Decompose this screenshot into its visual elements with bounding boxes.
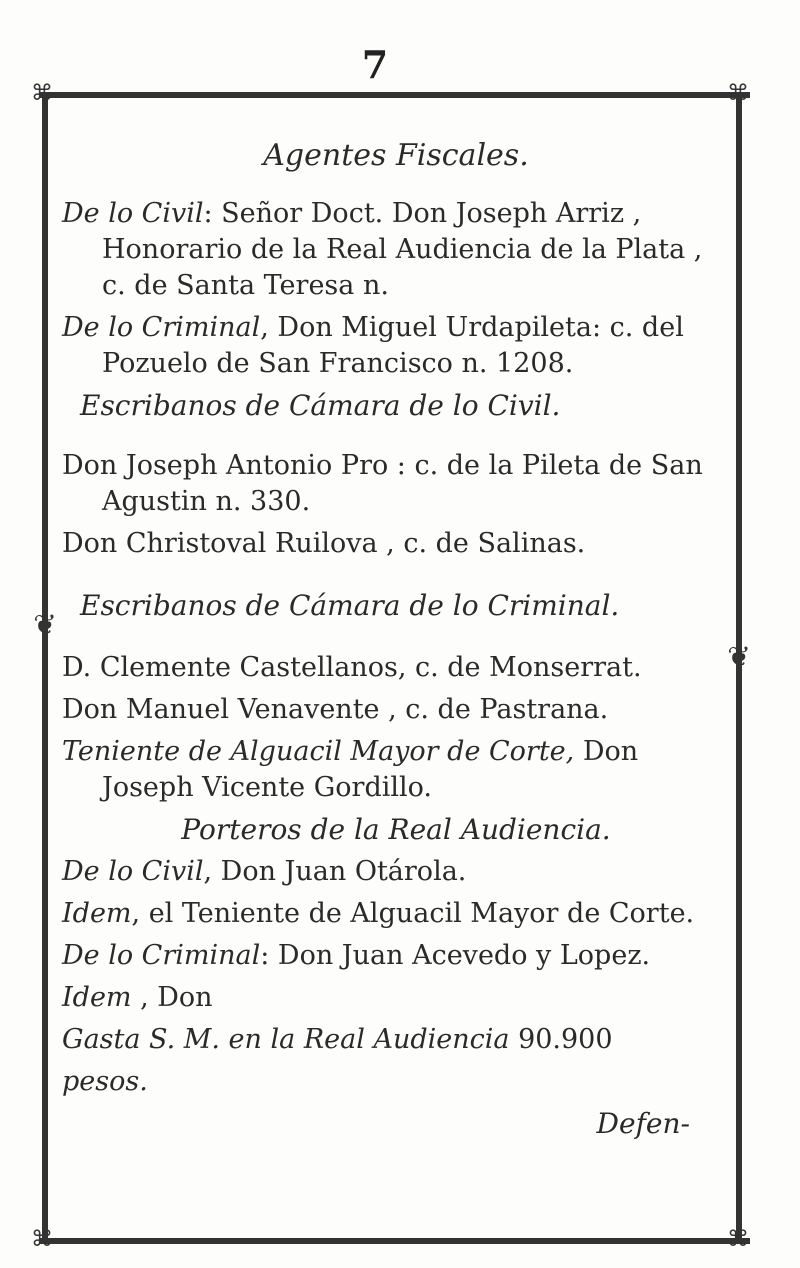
page-number: 7 xyxy=(361,42,389,87)
entry-text: : Señor Doct. Don Joseph Arriz , Honorario de la Real Audiencia de la Plata , c. de Santa Teresa n. xyxy=(102,198,703,301)
corner-ornament-icon: ⌘ xyxy=(31,81,53,106)
entry-lead: De lo Civil xyxy=(62,198,204,229)
entry xyxy=(62,1022,730,1058)
entry xyxy=(62,734,730,806)
entry-lead: De lo Civil xyxy=(62,856,204,887)
entry xyxy=(62,526,730,562)
entry xyxy=(62,938,730,974)
entry xyxy=(62,650,730,686)
entry-text: Don Manuel Venavente , c. de Pastrana. xyxy=(62,694,609,725)
side-ornament-icon: ❦ xyxy=(727,640,751,673)
entry-lead: Idem xyxy=(62,982,132,1013)
entry xyxy=(62,196,730,304)
entry-text: , Don Juan Otárola. xyxy=(203,856,467,887)
entry-text: Don Joseph Vicente Gordillo. xyxy=(102,736,639,803)
entry-lead: pesos. xyxy=(62,1066,148,1097)
section-heading: Agentes Fiscales. xyxy=(263,138,529,173)
entry-text: , Don xyxy=(131,982,213,1013)
entry-text: , Don Miguel Urdapileta: c. del Pozuelo de San Francisco n. 1208. xyxy=(102,312,684,379)
corner-ornament-icon: ⌘ xyxy=(727,1227,749,1252)
subsection-title: Escribanos de Cámara de lo Criminal. xyxy=(80,589,620,622)
entry-lead: Gasta S. M. en la Real Audiencia xyxy=(62,1024,510,1055)
entry xyxy=(62,448,730,520)
subsection-title: Porteros de la Real Audiencia. xyxy=(181,813,611,846)
entry xyxy=(62,310,730,382)
entry-text: : Don Juan Acevedo y Lopez. xyxy=(260,940,651,971)
entry-text: , el Teniente de Alguacil Mayor de Corte. xyxy=(131,898,695,929)
entry-lead: Idem xyxy=(62,898,132,929)
subsection-title: Escribanos de Cámara de lo Civil. xyxy=(80,389,561,422)
entry-text: Don Christoval Ruilova , c. de Salinas. xyxy=(62,528,586,559)
page-text xyxy=(62,130,730,1142)
entry xyxy=(62,980,730,1016)
side-ornament-icon: ❦ xyxy=(33,608,57,641)
corner-ornament-icon: ⌘ xyxy=(727,81,749,106)
entry-lead: Teniente de Alguacil Mayor de Corte, xyxy=(62,736,575,767)
entry xyxy=(62,692,730,728)
entry xyxy=(62,854,730,890)
entry xyxy=(62,896,730,932)
entry xyxy=(62,1064,730,1100)
entry-lead: De lo Criminal xyxy=(62,312,261,343)
bottom-border xyxy=(40,1238,750,1244)
corner-ornament-icon: ⌘ xyxy=(31,1227,53,1252)
top-border xyxy=(40,92,750,98)
entry-lead: De lo Criminal xyxy=(62,940,261,971)
entry-text: D. Clemente Castellanos, c. de Monserrat. xyxy=(62,652,642,683)
entry-text: Don Joseph Antonio Pro : c. de la Pileta de San Agustin n. 330. xyxy=(62,450,703,517)
entry-text: 90.900 xyxy=(509,1024,613,1055)
catchword: Defen- xyxy=(596,1107,690,1140)
